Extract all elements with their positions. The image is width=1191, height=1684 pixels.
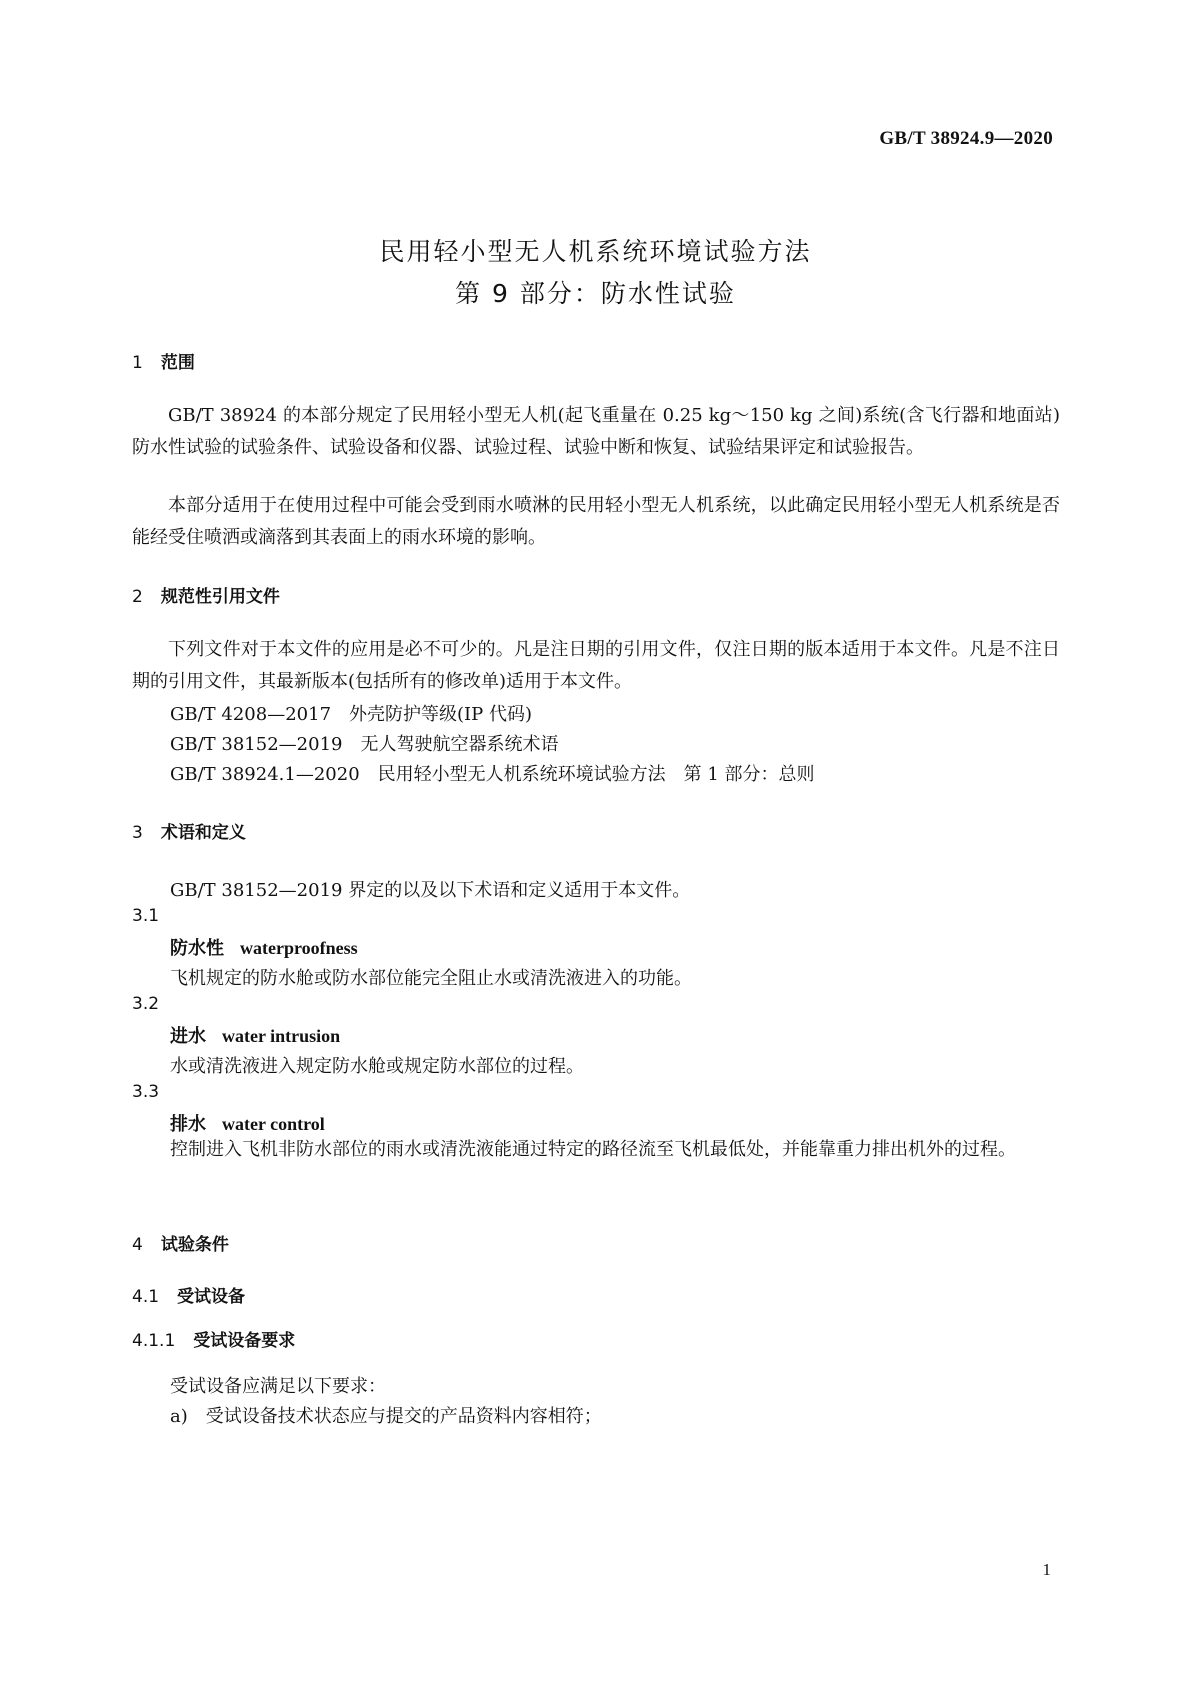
section-2-paragraph-1: 下列文件对于本文件的应用是必不可少的。凡是注日期的引用文件，仅注日期的版本适用于本文件。凡是不注日期的引用文件，其最新版本(包括所有的修改单)适用于本文件。 (132, 639, 1060, 692)
term-en: waterproofness (240, 938, 358, 958)
reference-item (170, 730, 558, 756)
reference-name: 外壳防护等级(IP 代码) (349, 704, 533, 725)
term-title (170, 1022, 340, 1048)
section-number: 1 (132, 353, 143, 373)
document-title: 民用轻小型无人机系统环境试验方法 (379, 237, 812, 266)
section-title: 术语和定义 (160, 823, 246, 843)
section-4-paragraph-1: 受试设备应满足以下要求： (170, 1376, 386, 1397)
term-zh: 排水 (170, 1114, 206, 1135)
term-en: water control (222, 1114, 325, 1134)
term-definition: 水或清洗液进入规定防水舱或规定防水部位的过程。 (170, 1056, 584, 1077)
list-label: a) (170, 1406, 188, 1427)
list-item-a (170, 1402, 602, 1428)
section-3-heading (132, 818, 246, 843)
subsection-4-1-heading (132, 1282, 245, 1307)
reference-code: GB/T 38924.1—2020 (170, 764, 360, 785)
section-number: 3 (132, 823, 143, 843)
term-title (170, 1110, 325, 1136)
term-definition: 飞机规定的防水舱或防水部位能完全阻止水或清洗液进入的功能。 (170, 968, 692, 989)
section-title: 受试设备要求 (193, 1331, 296, 1351)
term-zh: 进水 (170, 1026, 206, 1047)
section-number: 4.1 (132, 1287, 160, 1307)
section-4-heading (132, 1230, 229, 1255)
section-number: 4.1.1 (132, 1331, 176, 1351)
term-definition: 控制进入飞机非防水部位的雨水或清洗液能通过特定的路径流至飞机最低处，并能靠重力排出机外的过程。 (170, 1139, 1016, 1160)
reference-item (170, 760, 815, 786)
reference-name: 无人驾驶航空器系统术语 (360, 734, 559, 755)
section-number: 4 (132, 1235, 143, 1255)
subsection-4-1-1-heading (132, 1326, 295, 1351)
reference-name: 民用轻小型无人机系统环境试验方法 第 1 部分：总则 (377, 764, 815, 785)
term-en: water intrusion (222, 1026, 341, 1046)
section-1-paragraph-1: GB/T 38924 的本部分规定了民用轻小型无人机(起飞重量在 0.25 kg～150 kg 之间)系统(含飞行器和地面站)防水性试验的试验条件、试验设备和仪器、试验过程、试验中断和恢复、试验结果评定和试验报告。 (132, 405, 1060, 458)
section-1-paragraph-2: 本部分适用于在使用过程中可能会受到雨水喷淋的民用轻小型无人机系统，以此确定民用轻小型无人机系统是否能经受住喷洒或滴落到其表面上的雨水环境的影响。 (132, 495, 1060, 548)
section-title: 规范性引用文件 (160, 587, 280, 607)
document-subtitle: 第 9 部分：防水性试验 (455, 279, 736, 308)
section-2-heading (132, 582, 280, 607)
section-title: 受试设备 (177, 1287, 246, 1307)
section-title: 范围 (160, 353, 195, 373)
section-number: 2 (132, 587, 143, 607)
page-number: 1 (1042, 1560, 1051, 1579)
list-text: 受试设备技术状态应与提交的产品资料内容相符； (205, 1406, 602, 1427)
section-title: 试验条件 (160, 1235, 229, 1255)
term-title (170, 934, 358, 960)
term-number: 3.3 (132, 1082, 160, 1102)
term-number: 3.1 (132, 906, 160, 926)
term-number: 3.2 (132, 994, 160, 1014)
standard-number: GB/T 38924.9—2020 (879, 128, 1053, 149)
section-1-heading (132, 348, 195, 373)
reference-code: GB/T 4208—2017 (170, 704, 332, 725)
reference-item (170, 700, 532, 726)
term-zh: 防水性 (170, 938, 224, 959)
reference-code: GB/T 38152—2019 (170, 734, 343, 755)
section-3-paragraph-1: GB/T 38152—2019 界定的以及以下术语和定义适用于本文件。 (170, 880, 691, 901)
